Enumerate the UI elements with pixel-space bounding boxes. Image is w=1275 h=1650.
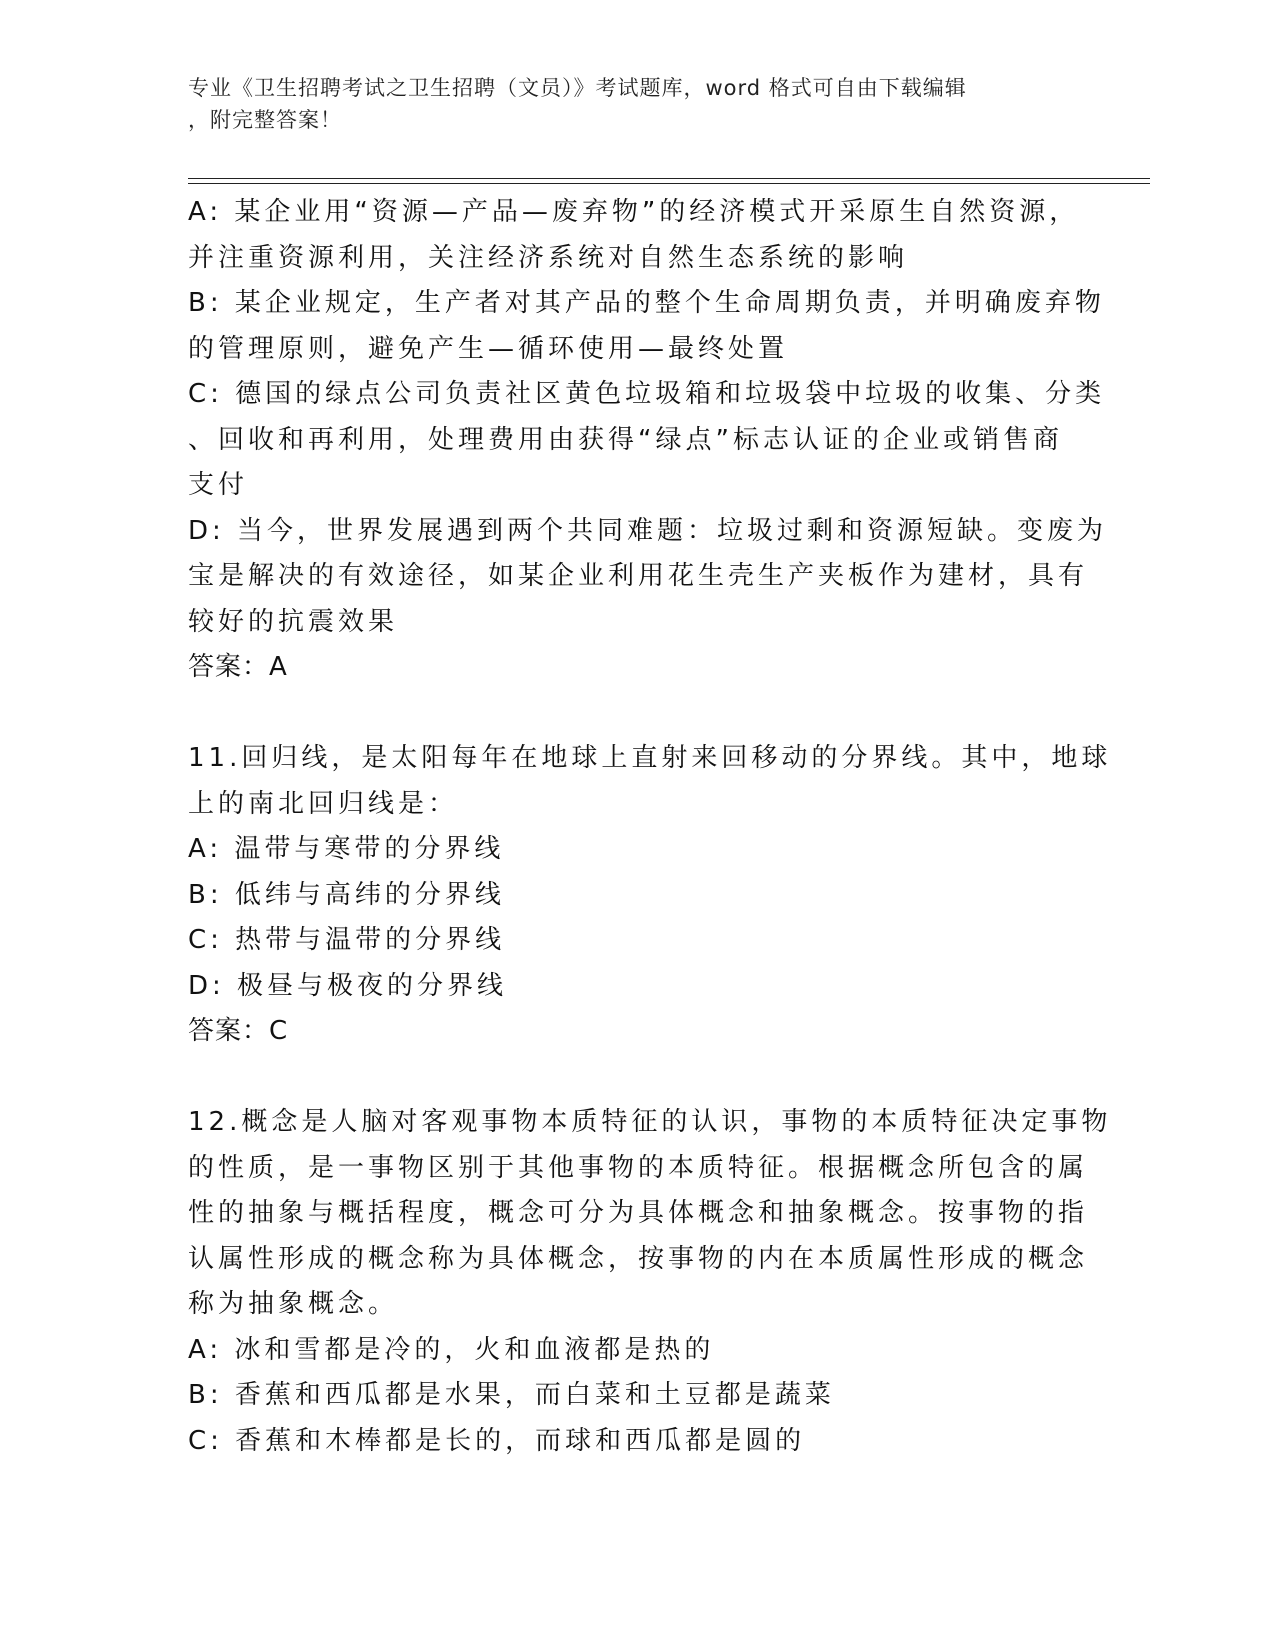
option-b: B: 香蕉和西瓜都是水果，而白菜和土豆都是蔬菜: [188, 1380, 835, 1410]
question-stem-line: 11.回归线，是太阳每年在地球上直射来回移动的分界线。其中，地球: [188, 743, 1112, 773]
header-divider-top: [188, 178, 1150, 179]
answer-label: 答案：C: [188, 1016, 289, 1046]
option-line: 较好的抗震效果: [188, 606, 399, 637]
option-d: [188, 509, 1108, 646]
option-b: B: 低纬与高纬的分界线: [188, 879, 505, 910]
question-11: [188, 736, 1112, 1055]
question-stem-line: 上的南北回归线是：: [188, 788, 459, 819]
option-line: 宝是解决的有效途径，如某企业利用花生壳生产夹板作为建材，具有: [188, 561, 1089, 591]
question-stem-line: 性的抽象与概括程度，概念可分为具体概念和抽象概念。按事物的指: [188, 1198, 1089, 1228]
option-line: D: 当今，世界发展遇到两个共同难题：垃圾过剩和资源短缺。变废为: [188, 515, 1108, 546]
header-divider-bottom: [188, 183, 1150, 184]
option-line: C: 德国的绿点公司负责社区黄色垃圾箱和垃圾袋中垃圾的收集、分类: [188, 379, 1106, 409]
option-a: A: 冰和雪都是冷的，火和血液都是热的: [188, 1334, 715, 1365]
option-line: 并注重资源利用，关注经济系统对自然生态系统的影响: [188, 242, 909, 273]
spacer: [188, 691, 1068, 737]
document-header: [188, 72, 1068, 136]
question-12: [188, 1100, 1112, 1464]
header-line-1: 专业《卫生招聘考试之卫生招聘（文员）》考试题库，word 格式可自由下载编辑: [188, 76, 967, 100]
question-stem-line: 的性质，是一事物区别于其他事物的本质特征。根据概念所包含的属: [188, 1152, 1089, 1183]
option-line: 支付: [188, 470, 249, 500]
document-body: [188, 190, 1112, 1464]
option-c: C: 香蕉和木棒都是长的，而球和西瓜都是圆的: [188, 1425, 806, 1456]
question-stem-line: 称为抽象概念。: [188, 1289, 399, 1319]
header-line-2: ，附完整答案！: [188, 108, 342, 132]
option-c: [188, 372, 1106, 509]
option-a: A: 温带与寒带的分界线: [188, 834, 505, 864]
spacer: [188, 1055, 1068, 1101]
option-a: [188, 190, 1080, 281]
prev-question: [188, 190, 1108, 691]
answer-label: 答案：A: [188, 652, 288, 682]
option-line: B: 某企业规定，生产者对其产品的整个生命周期负责，并明确废弃物: [188, 288, 1105, 318]
option-line: 的管理原则，避免产生—循环使用—最终处置: [188, 333, 789, 364]
option-line: A: 某企业用“资源—产品—废弃物”的经济模式开采原生自然资源，: [188, 197, 1080, 227]
option-d: D: 极昼与极夜的分界线: [188, 970, 508, 1001]
option-c: C: 热带与温带的分界线: [188, 925, 506, 955]
option-b: [188, 281, 1105, 372]
question-stem-line: 认属性形成的概念称为具体概念，按事物的内在本质属性形成的概念: [188, 1243, 1089, 1274]
question-stem-line: 12.概念是人脑对客观事物本质特征的认识，事物的本质特征决定事物: [188, 1107, 1112, 1137]
option-line: 、回收和再利用，处理费用由获得“绿点”标志认证的企业或销售商: [188, 424, 1063, 455]
